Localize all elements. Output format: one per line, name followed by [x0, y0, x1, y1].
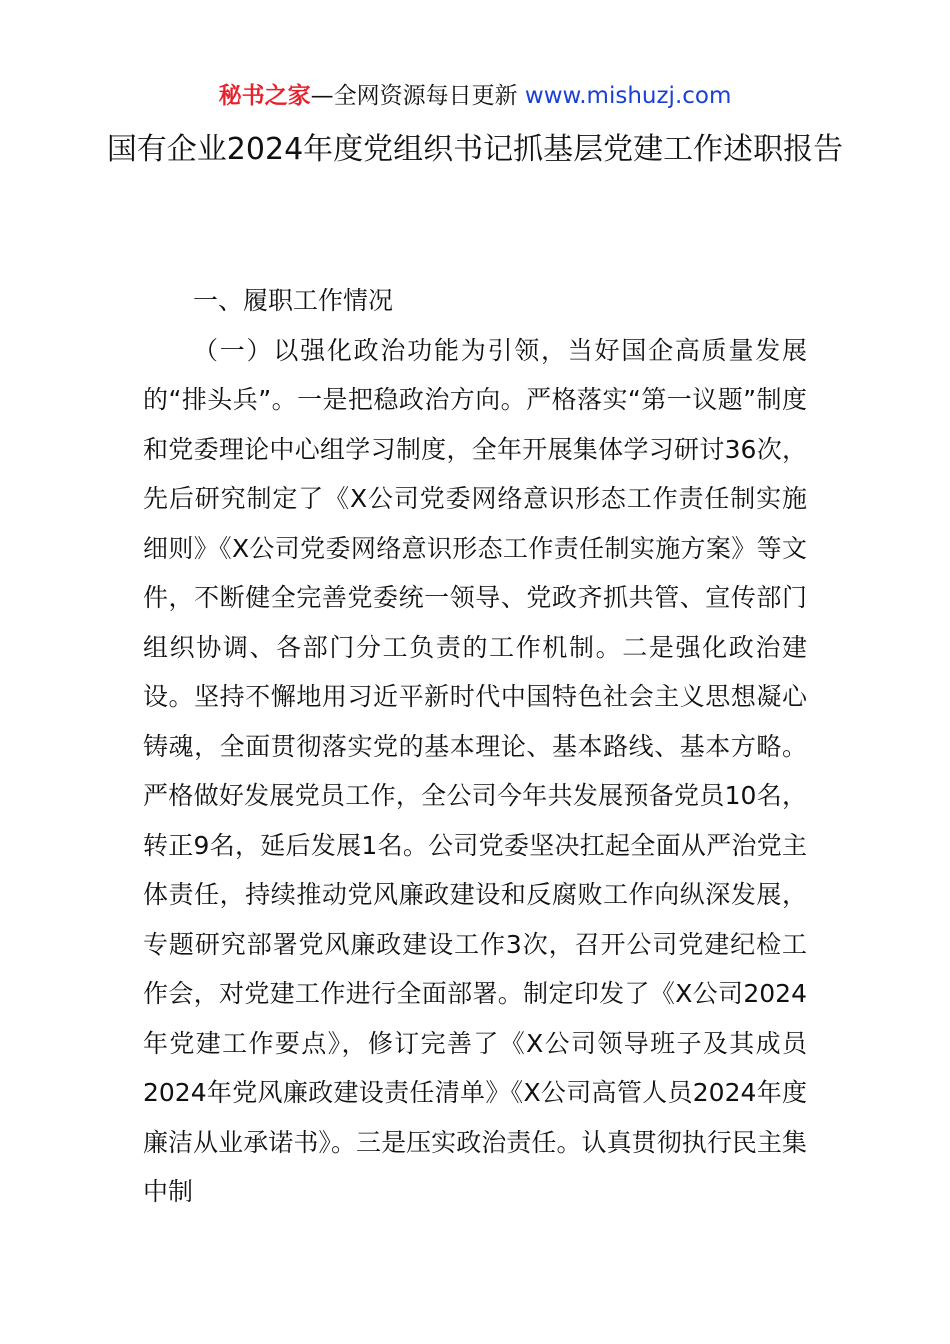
header-tagline: —全网资源每日更新 [310, 83, 525, 109]
document-body [143, 276, 807, 1217]
brand-name: 秘书之家 [218, 83, 311, 109]
site-url[interactable]: www.mishuzj.com [524, 83, 732, 109]
document-title: 国有企业2024年度党组织书记抓基层党建工作述职报告 [106, 132, 844, 167]
site-header [0, 80, 950, 112]
section-heading: 一、履职工作情况 [193, 286, 394, 315]
paragraph: （一）以强化政治功能为引领，当好国企高质量发展的“排头兵”。一是把稳政治方向。严格落实“第一议题”制度和党委理论中心组学习制度，全年开展集体学习研讨36次，先后研究制定了《X公司党委网络意识形态工作责任制实施细则》《X公司党委网络意识形态工作责任制实施方案》等文件，不断健全完善党委统一领导、党政齐抓共管、宣传部门组织协调、各部门分工负责的工作机制。二是强化政治建设。坚持不懈地用习近平新时代中国特色社会主义思想凝心铸魂，全面贯彻落实党的基本理论、基本路线、基本方略。严格做好发展党员工作，全公司今年共发展预备党员10名，转正9名，延后发展1名。公司党委坚决扛起全面从严治党主体责任，持续推动党风廉政建设和反腐败工作向纵深发展，专题研究部署党风廉政建设工作3次，召开公司党建纪检工作会，对党建工作进行全面部署。制定印发了《X公司2024年党建工作要点》，修订完善了《X公司领导班子及其成员2024年党风廉政建设责任清单》《X公司高管人员2024年度廉洁从业承诺书》。三是压实政治责任。认真贯彻执行民主集中制 [143, 335, 807, 1206]
